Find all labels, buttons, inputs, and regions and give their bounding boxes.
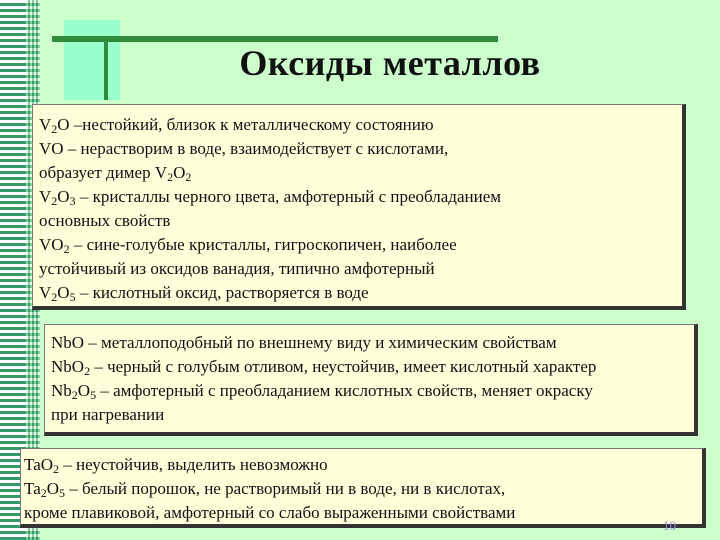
text-line: NbO$_2$ – черный с голубым отливом, неустойчив, имеет кислотный характер: [51, 357, 597, 378]
text-line: $V_2O$ –нестойкий, близок к металлическому состоянию: [39, 115, 434, 136]
text-line: VO – нерастворим в воде, взаимодействует с кислотами,: [39, 139, 449, 158]
title-decoration-vertical-line: [104, 40, 108, 100]
niobium-oxides-box: [44, 324, 698, 436]
text-line: TaO$_2$ – неустойчив, выделить невозможно: [24, 455, 328, 476]
text-line: $VO_2$ – сине-голубые кристаллы, гигроскопичен, наиболее: [39, 235, 457, 256]
page-number: 10: [663, 518, 676, 533]
text-line: при нагревании: [51, 405, 165, 424]
slide-title: Оксиды металлов: [239, 43, 541, 83]
text-line: $V_2O_3$ – кристаллы черного цвета, амфотерный с преобладанием: [39, 187, 502, 208]
text-line: NbO – металлоподобный по внешнему виду и химическим свойствам: [51, 333, 557, 352]
vanadium-oxides-box: [32, 104, 686, 310]
text-line: $Nb_2O_5$ – амфотерный с преобладанием кислотных свойств, меняет окраску: [51, 381, 593, 402]
title-decoration-block: [64, 20, 120, 100]
text-line: основных свойств: [39, 211, 171, 230]
text-line: $Ta_2O_5$ – белый порошок, не растворимый ни в воде, ни в кислотах,: [24, 479, 506, 500]
text-line: устойчивый из оксидов ванадия, типично амфотерный: [39, 259, 435, 278]
text-line: образует димер $V_2O_2$: [39, 163, 192, 184]
text-line: $V_2O_5$ – кислотный оксид, растворяется в воде: [39, 283, 369, 304]
text-line: кроме плавиковой, амфотерный со слабо выраженными свойствами: [24, 503, 516, 522]
tantalum-oxides-box: [20, 448, 706, 528]
